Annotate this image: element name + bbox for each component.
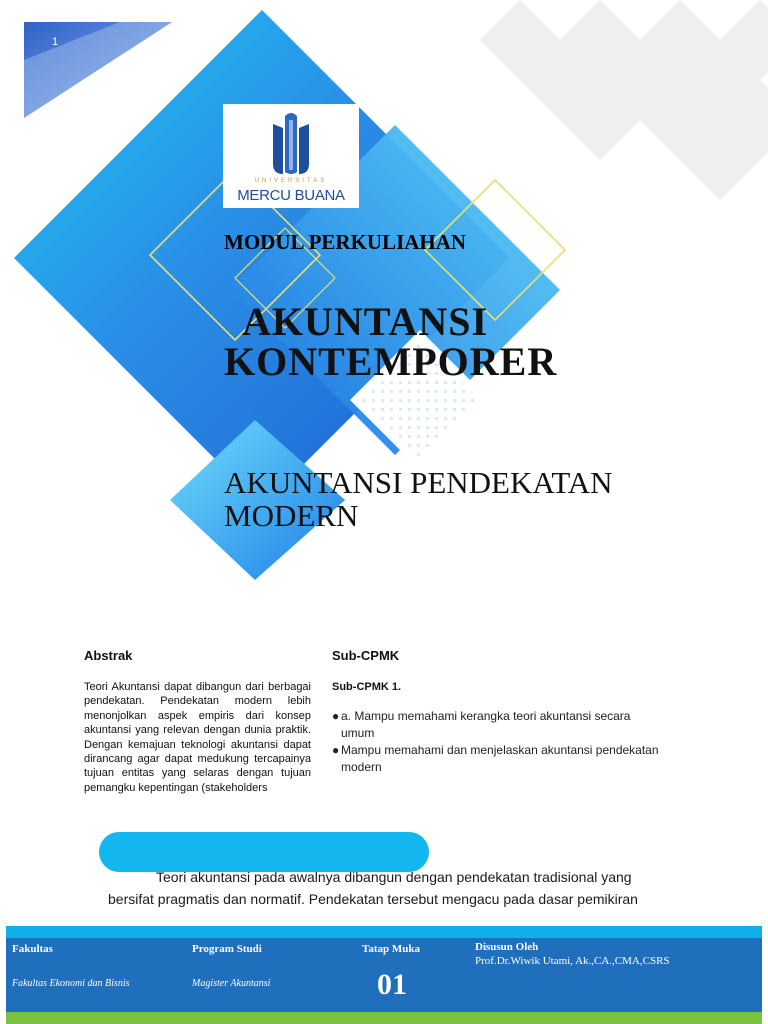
page-number: 1 <box>52 36 59 48</box>
bullet-icon: ● <box>332 709 340 723</box>
sub-cpmk-item-1: a. Mampu memahami kerangka teori akuntansi secara umum <box>341 709 631 740</box>
footer-tatap-muka-value: 01 <box>377 968 407 1001</box>
footer-disusun-value: Prof.Dr.Wiwik Utami, Ak.,CA.,CMA,CSRS <box>475 955 670 967</box>
grey-diamond-pattern <box>480 0 768 200</box>
footer-fakultas-value: Fakultas Ekonomi dan Bisnis <box>12 978 130 989</box>
logo-university-label: UNIVERSITAS <box>254 178 328 184</box>
course-title-line1: AKUNTANSI <box>242 299 489 344</box>
footer-prodi-label: Program Studi <box>192 943 262 955</box>
course-title <box>224 299 558 384</box>
abstrak-heading: Abstrak <box>84 648 133 663</box>
footer-top-stripe <box>6 926 762 938</box>
sub-cpmk-subheading: Sub-CPMK 1. <box>332 681 402 693</box>
sub-cpmk-item-2: Mampu memahami dan menjelaskan akuntansi pendekatan modern <box>341 743 659 774</box>
course-title-line2: KONTEMPORER <box>224 339 558 384</box>
logo-university-name: MERCU BUANA <box>237 187 345 204</box>
intro-paragraph-line2: bersifat pragmatis dan normatif. Pendekatan tersebut mengacu pada dasar pemikiran <box>108 891 638 907</box>
footer-tatap-muka-label: Tatap Muka <box>362 943 420 955</box>
sub-cpmk-heading: Sub-CPMK <box>332 648 400 663</box>
modul-heading: MODUL PERKULIAHAN <box>224 230 467 254</box>
abstrak-body: Teori Akuntansi dapat dibangun dari berbagai pendekatan. Pendekatan modern lebih menonjolkan aspek empiris dari konsep akuntansi yang relevan dengan dunia praktik. Dengan kemajuan teknologi akuntansi dapat dirancang agar dapat medukung tercapainya tujuan entitas yang selaras dengan tujuan pemangku kepentingan (stakeholders <box>84 681 311 794</box>
footer-disusun-label: Disusun Oleh <box>475 941 539 953</box>
intro-paragraph-line1: Teori akuntansi pada awalnya dibangun dengan pendekatan tradisional yang <box>156 869 632 885</box>
university-logo <box>223 104 359 208</box>
footer-prodi-value: Magister Akuntansi <box>192 978 271 989</box>
list-item <box>332 742 662 775</box>
sub-cpmk-list <box>332 708 662 776</box>
bullet-icon: ● <box>332 743 340 757</box>
intro-paragraph <box>108 866 676 910</box>
module-subtitle: AKUNTANSI PENDEKATAN MODERN <box>224 465 613 533</box>
footer-fakultas-label: Fakultas <box>12 943 53 955</box>
logo-emblem-icon <box>223 104 359 178</box>
list-item <box>332 708 662 741</box>
footer-bottom-stripe <box>6 1012 762 1024</box>
